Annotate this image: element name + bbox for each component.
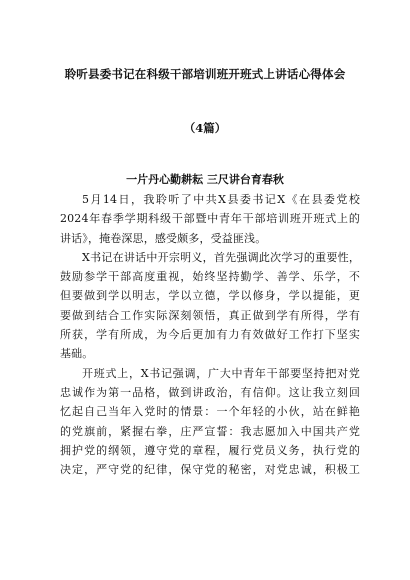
body-text-line: 5月14日，我聆听了中共X县委书记X《在县委党校 bbox=[82, 193, 360, 206]
body-text-line: 基础。 bbox=[60, 347, 94, 361]
document-title: 聆听县委书记在科级干部培训班开班式上讲话心得体会 bbox=[64, 67, 346, 81]
body-text-line: 拥护党的纲领，遵守党的章程，履行党员义务，执行党的 bbox=[60, 443, 360, 457]
body-text-line: 忆起自己当年入党时的情景：一个年轻的小伙，站在鲜艳 bbox=[60, 405, 360, 419]
body-text-line: 讲话》，掩卷深思，感受颇多，受益匪浅。 bbox=[60, 231, 267, 245]
body-text-line: 忠诚作为第一品格，做到讲政治，有信仰。这让我立刻回 bbox=[60, 385, 360, 399]
body-text-line: 鼓励参学干部高度重视，始终坚持勤学、善学、乐学，不 bbox=[60, 270, 360, 284]
document-body bbox=[60, 190, 360, 479]
body-text-line: X书记在讲话中开宗明义，首先强调此次学习的重要性， bbox=[82, 250, 360, 264]
body-text-line: 决定，严守党的纪律，保守党的秘密，对党忠诚，积极工 bbox=[60, 463, 360, 477]
section-heading: 一片丹心勤耕耘 三尺讲台育春秋 bbox=[126, 173, 284, 186]
body-text-line: 所获，学有所成，为今后更加有力有效做好工作打下坚实 bbox=[60, 328, 360, 342]
body-text-line: 开班式上，X书记强调，广大中青年干部要坚持把对党 bbox=[82, 366, 360, 380]
body-text-line: 2024年春季学期科级干部暨中青年干部培训班开班式上的 bbox=[60, 212, 360, 226]
document-count: （4篇） bbox=[183, 121, 227, 135]
body-text-line: 要做到结合工作实际深刻领悟，真正做到学有所得，学有 bbox=[60, 308, 360, 322]
body-text-line: 但要做到学以明志，学以立德，学以修身，学以提能，更 bbox=[60, 289, 360, 303]
body-text-line: 的党旗前，紧握右拳，庄严宣誓：我志愿加入中国共产党 bbox=[60, 424, 360, 438]
